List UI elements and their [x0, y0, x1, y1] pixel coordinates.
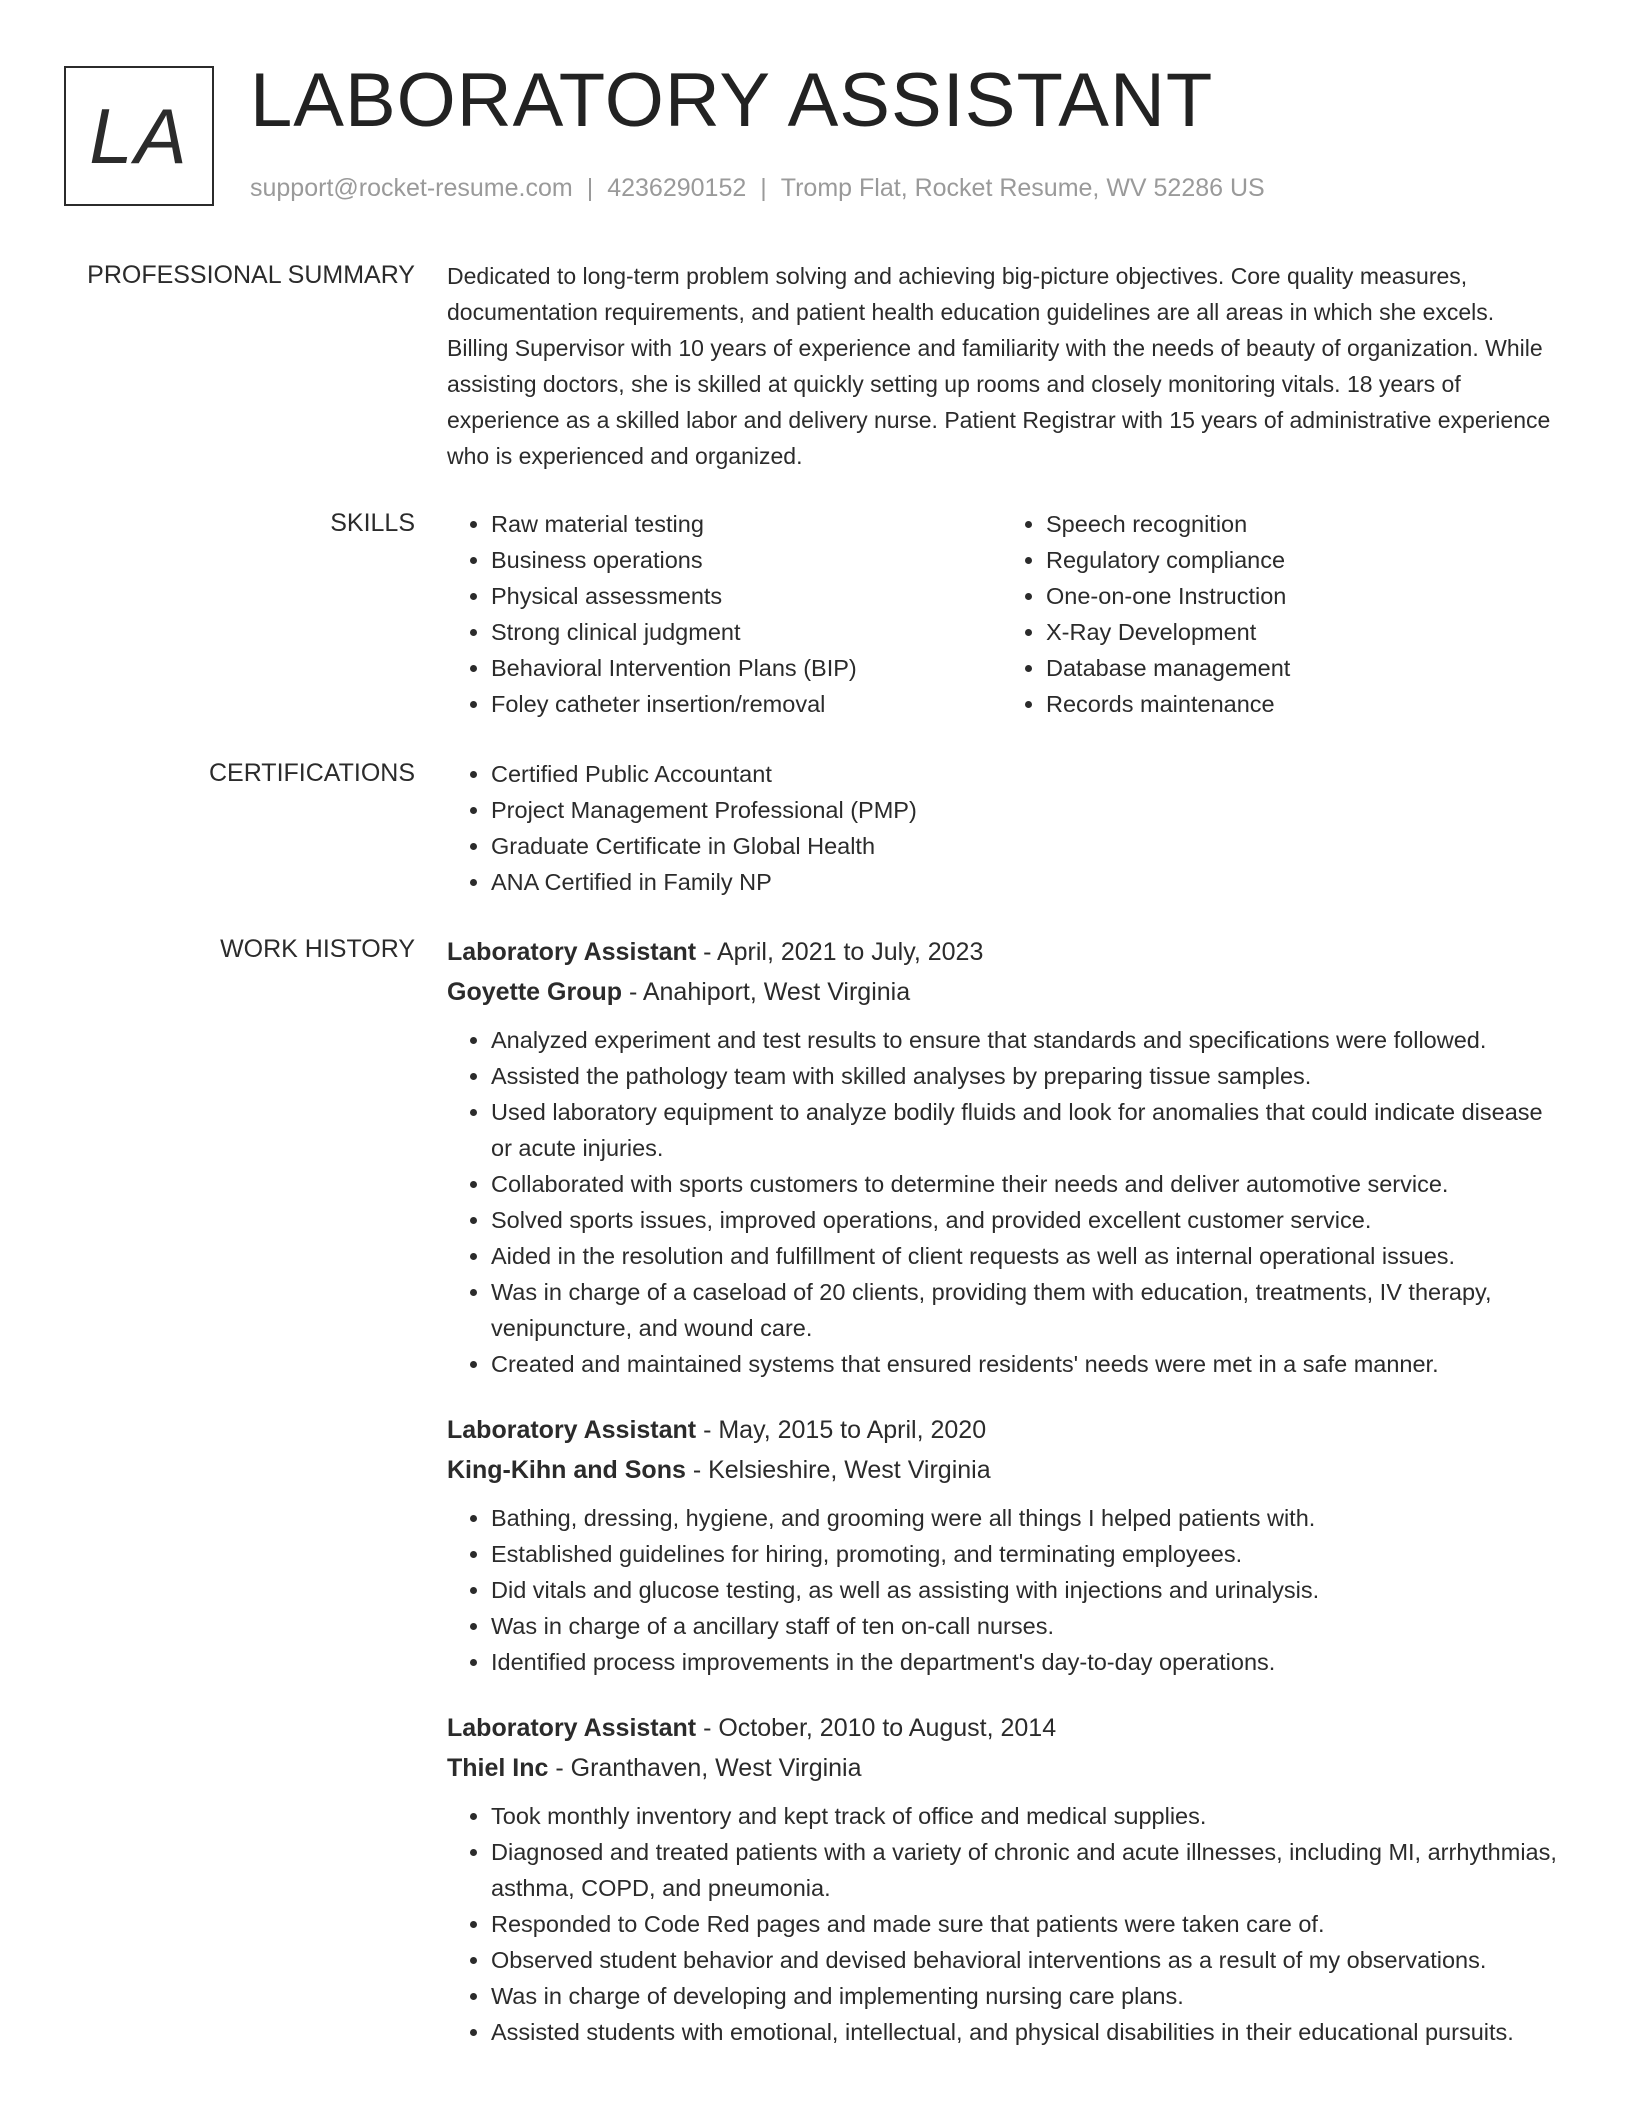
- section-label-work-history: WORK HISTORY: [220, 935, 415, 963]
- job-company: King-Kihn and Sons: [447, 1456, 686, 1484]
- job-entry: [447, 1410, 1557, 1680]
- job-bullet: • Established guidelines for hiring, promoting, and terminating employees.: [491, 1536, 1557, 1572]
- job-dates: - May, 2015 to April, 2020: [696, 1416, 987, 1444]
- job-entry: [447, 932, 1557, 1382]
- job-bullets: [447, 1798, 1557, 2050]
- job-bullet: • Was in charge of a ancillary staff of ten on-call nurses.: [491, 1608, 1557, 1644]
- contact-separator: |: [760, 174, 767, 202]
- job-location: - Granthaven, West Virginia: [548, 1754, 862, 1782]
- job-company-line: [447, 1748, 1557, 1788]
- job-bullet: • Used laboratory equipment to analyze bodily fluids and look for anomalies that could indicate disease or acute injuries.: [491, 1094, 1557, 1166]
- job-bullet: • Did vitals and glucose testing, as well as assisting with injections and urinalysis.: [491, 1572, 1557, 1608]
- job-title-line: [447, 1410, 1557, 1450]
- certification-item: • Certified Public Accountant: [491, 756, 1557, 792]
- job-bullet: • Assisted the pathology team with skilled analyses by preparing tissue samples.: [491, 1058, 1557, 1094]
- skill-item: • Physical assessments: [491, 578, 1002, 614]
- job-company: Goyette Group: [447, 978, 623, 1006]
- job-company-line: [447, 1450, 1557, 1490]
- skills-list-right: [1002, 506, 1557, 722]
- job-bullet: • Diagnosed and treated patients with a variety of chronic and acute illnesses, including MI, arrhythmias, asthma, COPD, and pneumonia.: [491, 1834, 1557, 1906]
- section-label-skills: SKILLS: [330, 509, 415, 537]
- skill-item: • X-Ray Development: [1046, 614, 1557, 650]
- skill-item: • Foley catheter insertion/removal: [491, 686, 1002, 722]
- job-entry: [447, 1708, 1557, 2050]
- contact-separator: |: [586, 174, 594, 202]
- job-bullet: • Took monthly inventory and kept track of office and medical supplies.: [491, 1798, 1557, 1834]
- skills-list-left: [447, 506, 1002, 722]
- job-bullet: • Was in charge of developing and implementing nursing care plans.: [491, 1978, 1557, 2014]
- job-role: Laboratory Assistant: [447, 938, 697, 966]
- job-dates: - October, 2010 to August, 2014: [696, 1714, 1057, 1742]
- skill-item: • Behavioral Intervention Plans (BIP): [491, 650, 1002, 686]
- skill-item: • One-on-one Instruction: [1046, 578, 1557, 614]
- job-bullet: • Created and maintained systems that ensured residents' needs were met in a safe manner.: [491, 1346, 1557, 1382]
- skill-item: • Strong clinical judgment: [491, 614, 1002, 650]
- page-title: LABORATORY ASSISTANT: [250, 58, 1214, 143]
- job-bullets: [447, 1022, 1557, 1382]
- skill-item: • Records maintenance: [1046, 686, 1557, 722]
- contact-phone: 4236290152: [607, 174, 747, 202]
- job-bullet: • Was in charge of a caseload of 20 clients, providing them with education, treatments, IV therapy, venipuncture, and wound care.: [491, 1274, 1557, 1346]
- job-bullet: • Assisted students with emotional, intellectual, and physical disabilities in their educational pursuits.: [491, 2014, 1557, 2050]
- job-role: Laboratory Assistant: [447, 1416, 697, 1444]
- job-location: - Anahiport, West Virginia: [622, 978, 911, 1006]
- monogram-logo: LA: [64, 66, 214, 206]
- skill-item: • Business operations: [491, 542, 1002, 578]
- job-role: Laboratory Assistant: [447, 1714, 697, 1742]
- section-label-certifications: CERTIFICATIONS: [208, 759, 415, 787]
- job-bullet: • Responded to Code Red pages and made sure that patients were taken care of.: [491, 1906, 1557, 1942]
- contact-email: support@rocket-resume.com: [250, 174, 573, 202]
- job-bullet: • Solved sports issues, improved operations, and provided excellent customer service.: [491, 1202, 1557, 1238]
- section-label-summary: PROFESSIONAL SUMMARY: [87, 261, 415, 289]
- job-bullet: • Observed student behavior and devised behavioral interventions as a result of my observations.: [491, 1942, 1557, 1978]
- job-bullet: • Aided in the resolution and fulfillment of client requests as well as internal operational issues.: [491, 1238, 1557, 1274]
- contact-line: [250, 174, 1265, 203]
- jobs-container: [447, 932, 1557, 2078]
- job-dates: - April, 2021 to July, 2023: [696, 938, 984, 966]
- job-company: Thiel Inc: [447, 1754, 549, 1782]
- job-bullet: • Bathing, dressing, hygiene, and grooming were all things I helped patients with.: [491, 1500, 1557, 1536]
- summary-text: Dedicated to long-term problem solving and achieving big-picture objectives. Core quality measures, documentation requirements, and patient health education guidelines are all areas in which she excels. Billing Supervisor with 10 years of experience and familiarity with the needs of beauty of organization. While assisting doctors, she is skilled at quickly setting up rooms and closely monitoring vitals. 18 years of experience as a skilled labor and delivery nurse. Patient Registrar with 15 years of administrative experience who is experienced and organized.: [447, 263, 1551, 469]
- certifications-list: [447, 756, 1557, 900]
- job-company-line: [447, 972, 1557, 1012]
- skill-item: • Raw material testing: [491, 506, 1002, 542]
- skill-item: • Regulatory compliance: [1046, 542, 1557, 578]
- job-title-line: [447, 932, 1557, 972]
- certification-item: • Graduate Certificate in Global Health: [491, 828, 1557, 864]
- job-title-line: [447, 1708, 1557, 1748]
- job-bullet: • Analyzed experiment and test results to ensure that standards and specifications were followed.: [491, 1022, 1557, 1058]
- contact-address: Tromp Flat, Rocket Resume, WV 52286 US: [780, 174, 1265, 202]
- skill-item: • Speech recognition: [1046, 506, 1557, 542]
- certification-item: • ANA Certified in Family NP: [491, 864, 1557, 900]
- job-bullet: • Identified process improvements in the department's day-to-day operations.: [491, 1644, 1557, 1680]
- skill-item: • Database management: [1046, 650, 1557, 686]
- certification-item: • Project Management Professional (PMP): [491, 792, 1557, 828]
- job-location: - Kelsieshire, West Virginia: [685, 1456, 991, 1484]
- job-bullet: • Collaborated with sports customers to determine their needs and deliver automotive service.: [491, 1166, 1557, 1202]
- job-bullets: [447, 1500, 1557, 1680]
